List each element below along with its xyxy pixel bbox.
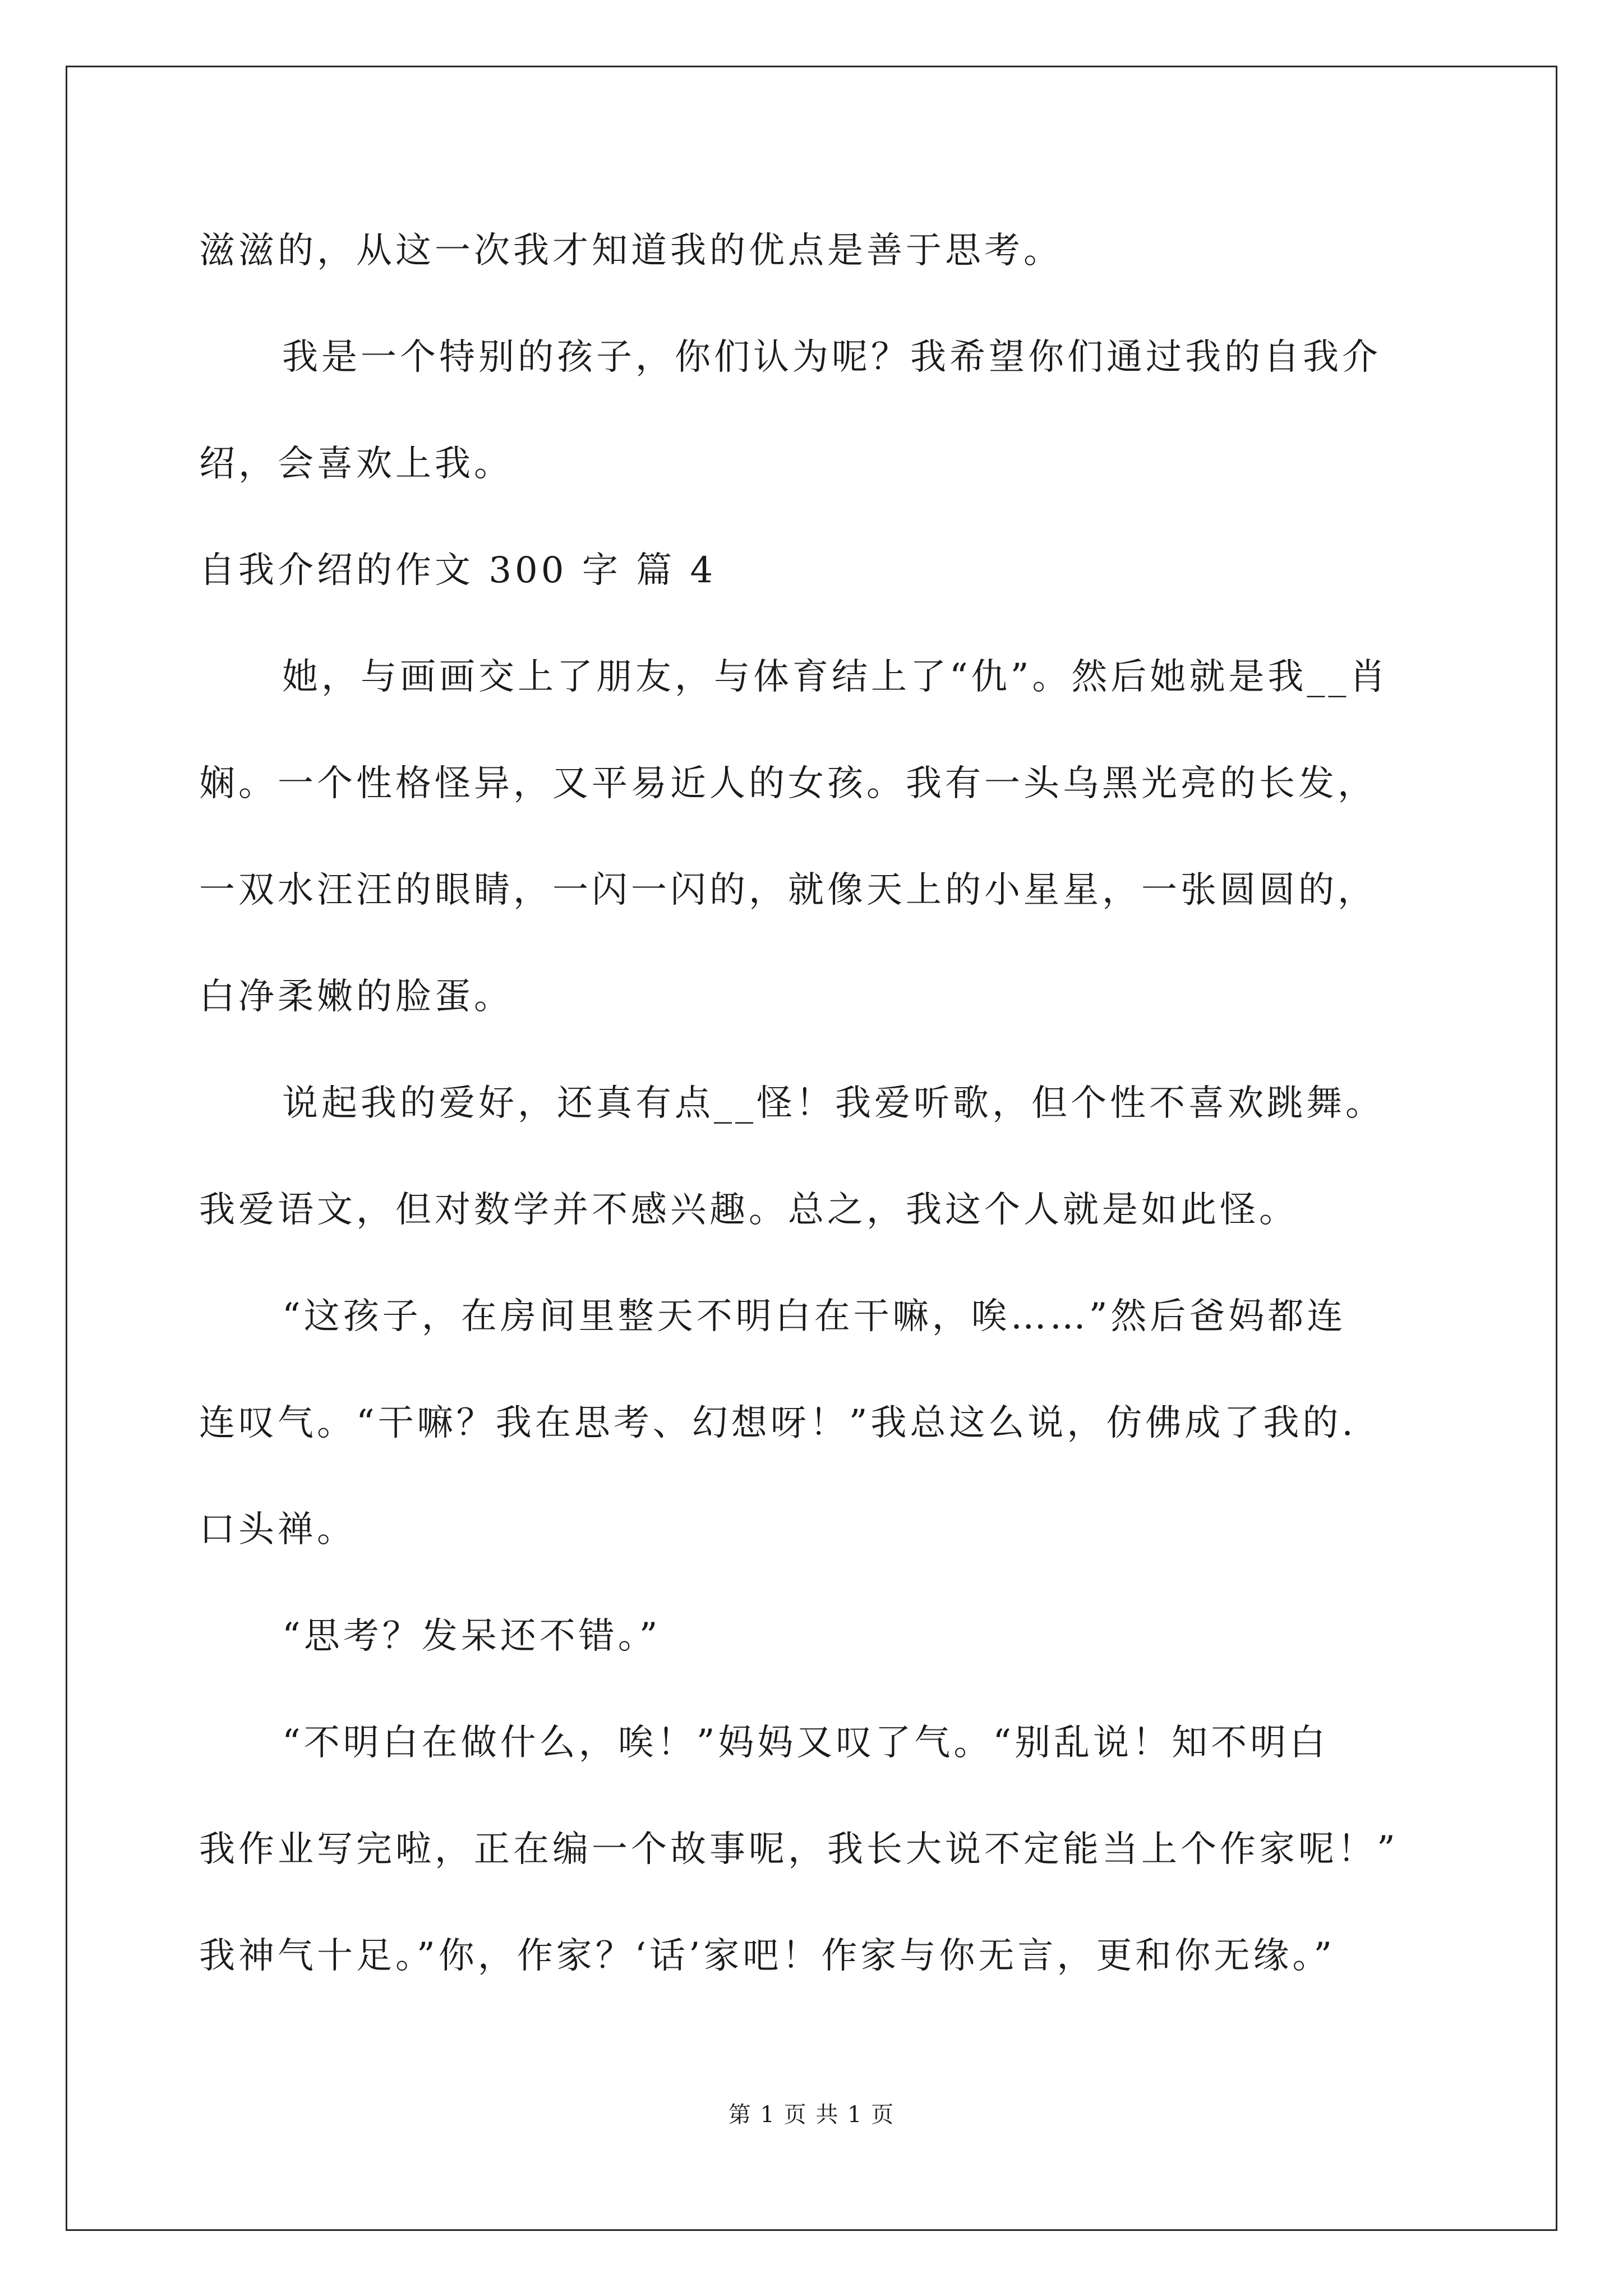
paragraph-line: 连叹气。“干嘛？我在思考、幻想呀！”我总这么说，仿佛成了我的.	[199, 1402, 1357, 1444]
paragraph-line: 白净柔嫩的脸蛋。	[199, 976, 513, 1018]
paragraph-line: 我神气十足。”你，作家？‘话’家吧！作家与你无言，更和你无缘。”	[199, 1935, 1336, 1977]
paragraph-line: “不明白在做什么，唉！”妈妈又叹了气。“别乱说！知不明白	[282, 1722, 1329, 1764]
paragraph-line: 口头禅。	[199, 1509, 356, 1550]
section-heading: 自我介绍的作文 300 字 篇 4	[199, 550, 717, 591]
paragraph-line: 一双水汪汪的眼睛，一闪一闪的，就像天上的小星星，一张圆圆的，	[199, 869, 1377, 911]
paragraph-line: 我作业写完啦，正在编一个故事呢，我长大说不定能当上个作家呢！”	[199, 1829, 1399, 1870]
page-border	[66, 66, 1557, 2231]
paragraph-line: 娴。一个性格怪异，又平易近人的女孩。我有一头乌黑光亮的长发，	[199, 763, 1377, 804]
paragraph-line: 说起我的爱好，还真有点__怪！我爱听歌，但个性不喜欢跳舞。	[282, 1083, 1385, 1124]
page-number-footer: 第 1 页 共 1 页	[728, 2102, 895, 2128]
paragraph-line: 滋滋的，从这一次我才知道我的优点是善于思考。	[199, 230, 1063, 272]
paragraph-line: 我是一个特别的孩子，你们认为呢？我希望你们通过我的自我介	[282, 337, 1381, 378]
paragraph-line: “这孩子，在房间里整天不明白在干嘛，唉……”然后爸妈都连	[282, 1296, 1347, 1337]
paragraph-line: 她，与画画交上了朋友，与体育结上了“仇”。然后她就是我__肖	[282, 656, 1389, 698]
paragraph-line: 我爱语文，但对数学并不感兴趣。总之，我这个人就是如此怪。	[199, 1189, 1298, 1231]
paragraph-line: “思考？发呆还不错。”	[282, 1616, 661, 1657]
paragraph-line: 绍，会喜欢上我。	[199, 443, 513, 485]
